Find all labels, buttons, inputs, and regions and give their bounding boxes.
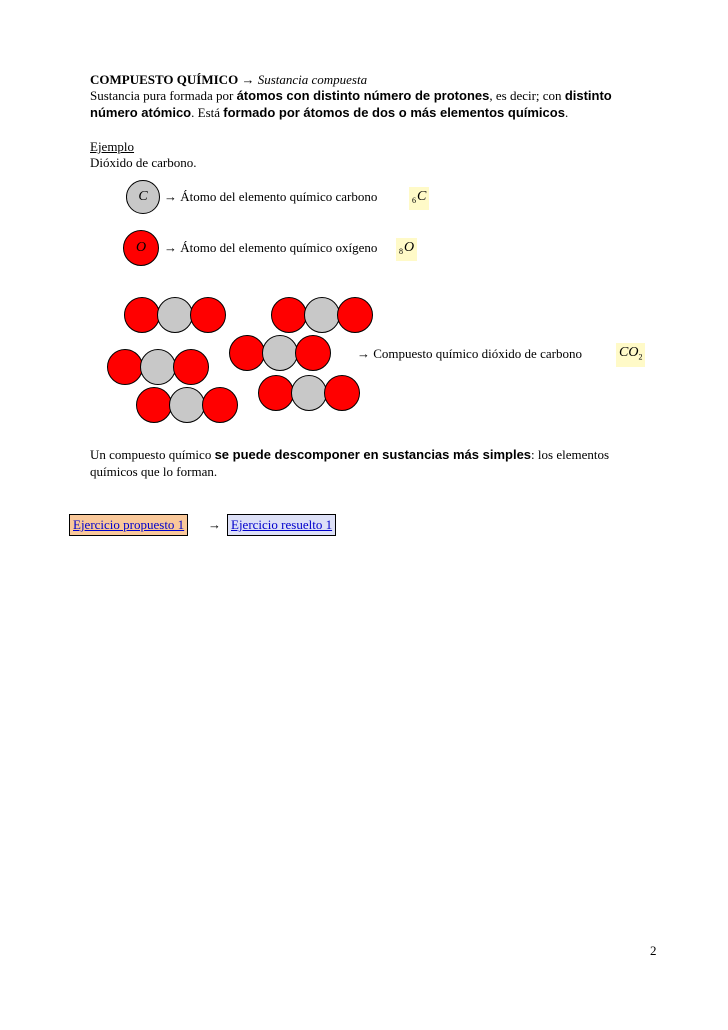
conclusion-text: Un compuesto químico bbox=[90, 447, 215, 462]
carbon-atom bbox=[169, 387, 205, 423]
oxygen-legend-text: → Átomo del elemento químico oxígeno bbox=[164, 240, 378, 255]
definition-text: , es decir; con bbox=[489, 88, 565, 103]
carbon-atom bbox=[262, 335, 298, 371]
carbon-legend-text: → Átomo del elemento químico carbono bbox=[164, 189, 378, 204]
heading-subtitle: Sustancia compuesta bbox=[257, 72, 368, 87]
conclusion-text: : los elementos bbox=[531, 447, 610, 462]
heading-arrow: → bbox=[241, 72, 255, 87]
carbon-atom-icon bbox=[126, 180, 160, 214]
oxygen-formula bbox=[396, 238, 417, 261]
proposed-exercise-link[interactable]: Ejercicio propuesto 1 bbox=[69, 514, 188, 536]
oxygen-atom bbox=[107, 349, 143, 385]
co2-formula bbox=[616, 343, 645, 367]
oxygen-symbol: O bbox=[135, 240, 147, 255]
carbon-atom bbox=[291, 375, 327, 411]
oxygen-atom bbox=[136, 387, 172, 423]
definition-bold: formado por átomos de dos o más elementos químicos bbox=[223, 105, 565, 120]
oxygen-atom bbox=[258, 375, 294, 411]
oxygen-formula-symbol: O bbox=[404, 240, 415, 255]
carbon-symbol: C bbox=[138, 189, 148, 204]
definition-text: Sustancia pura formada por bbox=[90, 88, 237, 103]
definition-bold: distinto bbox=[564, 88, 612, 103]
definition-line-2 bbox=[90, 105, 568, 120]
co2-formula-main: CO bbox=[619, 345, 639, 360]
carbon-atom bbox=[304, 297, 340, 333]
oxygen-atom bbox=[229, 335, 265, 371]
oxygen-atom bbox=[337, 297, 373, 333]
conclusion-line-2: químicos que lo forman. bbox=[90, 464, 218, 479]
heading-title: COMPUESTO QUÍMICO bbox=[90, 72, 239, 87]
definition-text: . Está bbox=[191, 105, 224, 120]
solved-exercise-link[interactable]: Ejercicio resuelto 1 bbox=[227, 514, 336, 536]
oxygen-atom-icon bbox=[123, 230, 159, 266]
oxygen-atomic-number: 8 bbox=[399, 247, 403, 256]
oxygen-atom bbox=[190, 297, 226, 333]
oxygen-atom bbox=[295, 335, 331, 371]
definition-text: . bbox=[564, 105, 569, 120]
definition-bold: número atómico bbox=[90, 105, 192, 120]
navigation-arrow: → bbox=[208, 517, 221, 532]
oxygen-atom bbox=[324, 375, 360, 411]
heading bbox=[90, 72, 367, 87]
co2-formula-sub: 2 bbox=[638, 352, 643, 362]
conclusion-bold: se puede descomponer en sustancias más simples bbox=[214, 447, 532, 462]
page-number: 2 bbox=[650, 943, 657, 958]
carbon-formula bbox=[409, 187, 429, 210]
example-label: Ejemplo bbox=[90, 139, 135, 154]
oxygen-atom bbox=[271, 297, 307, 333]
oxygen-atom bbox=[124, 297, 160, 333]
carbon-atom bbox=[140, 349, 176, 385]
conclusion-line-1 bbox=[90, 447, 609, 462]
oxygen-atom bbox=[173, 349, 209, 385]
definition-bold: átomos con distinto número de protones bbox=[236, 88, 490, 103]
carbon-formula-symbol: C bbox=[417, 189, 427, 204]
molecules-caption: → Compuesto químico dióxido de carbono bbox=[357, 346, 582, 361]
carbon-atom bbox=[157, 297, 193, 333]
example-text: Dióxido de carbono. bbox=[90, 155, 197, 170]
carbon-atomic-number: 6 bbox=[412, 196, 416, 205]
oxygen-atom bbox=[202, 387, 238, 423]
definition-line-1 bbox=[90, 88, 612, 103]
